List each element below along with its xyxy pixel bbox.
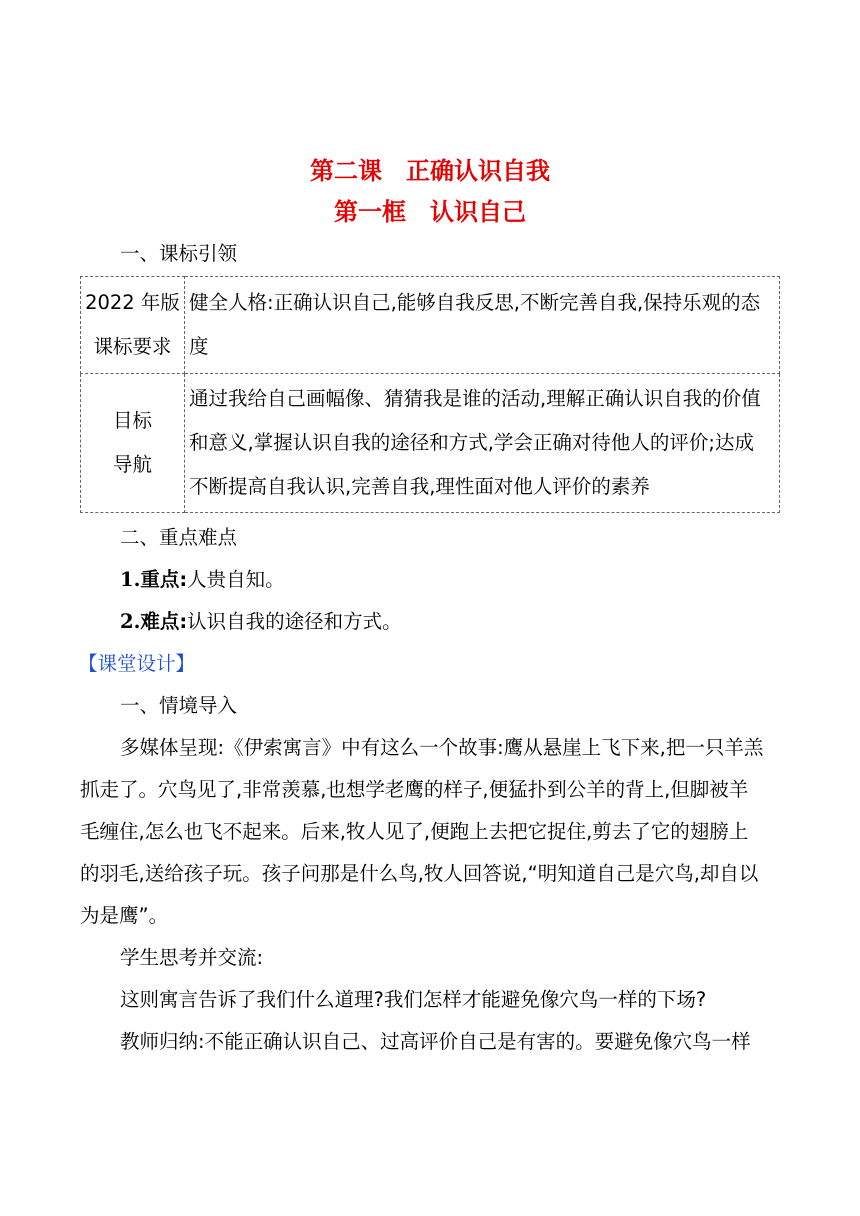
content-line: 通过我给自己画幅像、猜猜我是谁的活动,理解正确认识自我的价值 [189,387,761,410]
content-line: 度 [189,335,209,358]
classroom-design-label: 【课堂设计】 [78,652,196,675]
classroom-design-tag [80,643,780,685]
question-text: 这则寓言告诉了我们什么道理?我们怎样才能避免像穴鸟一样的下场? [120,988,707,1011]
content-line: 不断提高自我认识,完善自我,理性面对他人评价的素养 [189,475,650,498]
lesson-title: 第二课 正确认识自我 [310,157,550,185]
content-line: 健全人格:正确认识自己,能够自我反思,不断完善自我,保持乐观的态 [189,291,761,314]
heading-key-points: 二、重点难点 [120,526,238,549]
document-page [80,150,780,1063]
difficult-point [80,601,780,643]
story-line: 毛缠住,怎么也飞不起来。后来,牧人见了,便跑上去把它捉住,剪去了它的翅膀上 [80,820,749,843]
table-row [81,277,780,374]
story-line: 为是鹰”。 [80,904,169,927]
story-line: 多媒体呈现:《伊索寓言》中有这么一个故事:鹰从悬崖上飞下来,把一只羊羔 [120,736,764,759]
table-content-cell [185,277,780,374]
heading-scenario: 一、情境导入 [120,694,238,717]
story-paragraph [80,727,780,937]
label-line: 导航 [112,453,152,476]
content-line: 和意义,掌握认识自我的途径和方式,学会正确对待他人的评价;达成 [189,431,754,454]
table-label-cell [81,277,185,374]
table-content-cell [185,374,780,513]
key-point [80,559,780,601]
teacher-summary: 教师归纳:不能正确认识自己、过高评价自己是有害的。要避免像穴鸟一样 [120,1030,751,1053]
difficult-point-label: 难点: [140,610,188,633]
key-point-label: 重点: [140,568,188,591]
label-line: 目标 [112,409,152,432]
difficult-point-text: 认识自我的途径和方式。 [187,610,402,633]
heading-curriculum: 一、课标引领 [120,242,238,265]
table-label-cell [81,374,185,513]
story-line: 的羽毛,送给孩子玩。孩子问那是什么鸟,牧人回答说,“明知道自己是穴鸟,却自以 [80,862,759,885]
section-title: 第一框 认识自己 [334,198,526,226]
label-line: 2022 年版 [85,291,180,314]
standards-table [80,276,780,513]
table-row [81,374,780,513]
difficult-point-number: 2. [120,610,141,633]
label-line: 课标要求 [93,335,172,358]
key-point-number: 1. [120,568,141,591]
key-point-text: 人贵自知。 [187,568,285,591]
story-line: 抓走了。穴鸟见了,非常羡慕,也想学老鹰的样子,便猛扑到公羊的背上,但脚被羊 [80,778,749,801]
think-prompt: 学生思考并交流: [120,946,264,969]
